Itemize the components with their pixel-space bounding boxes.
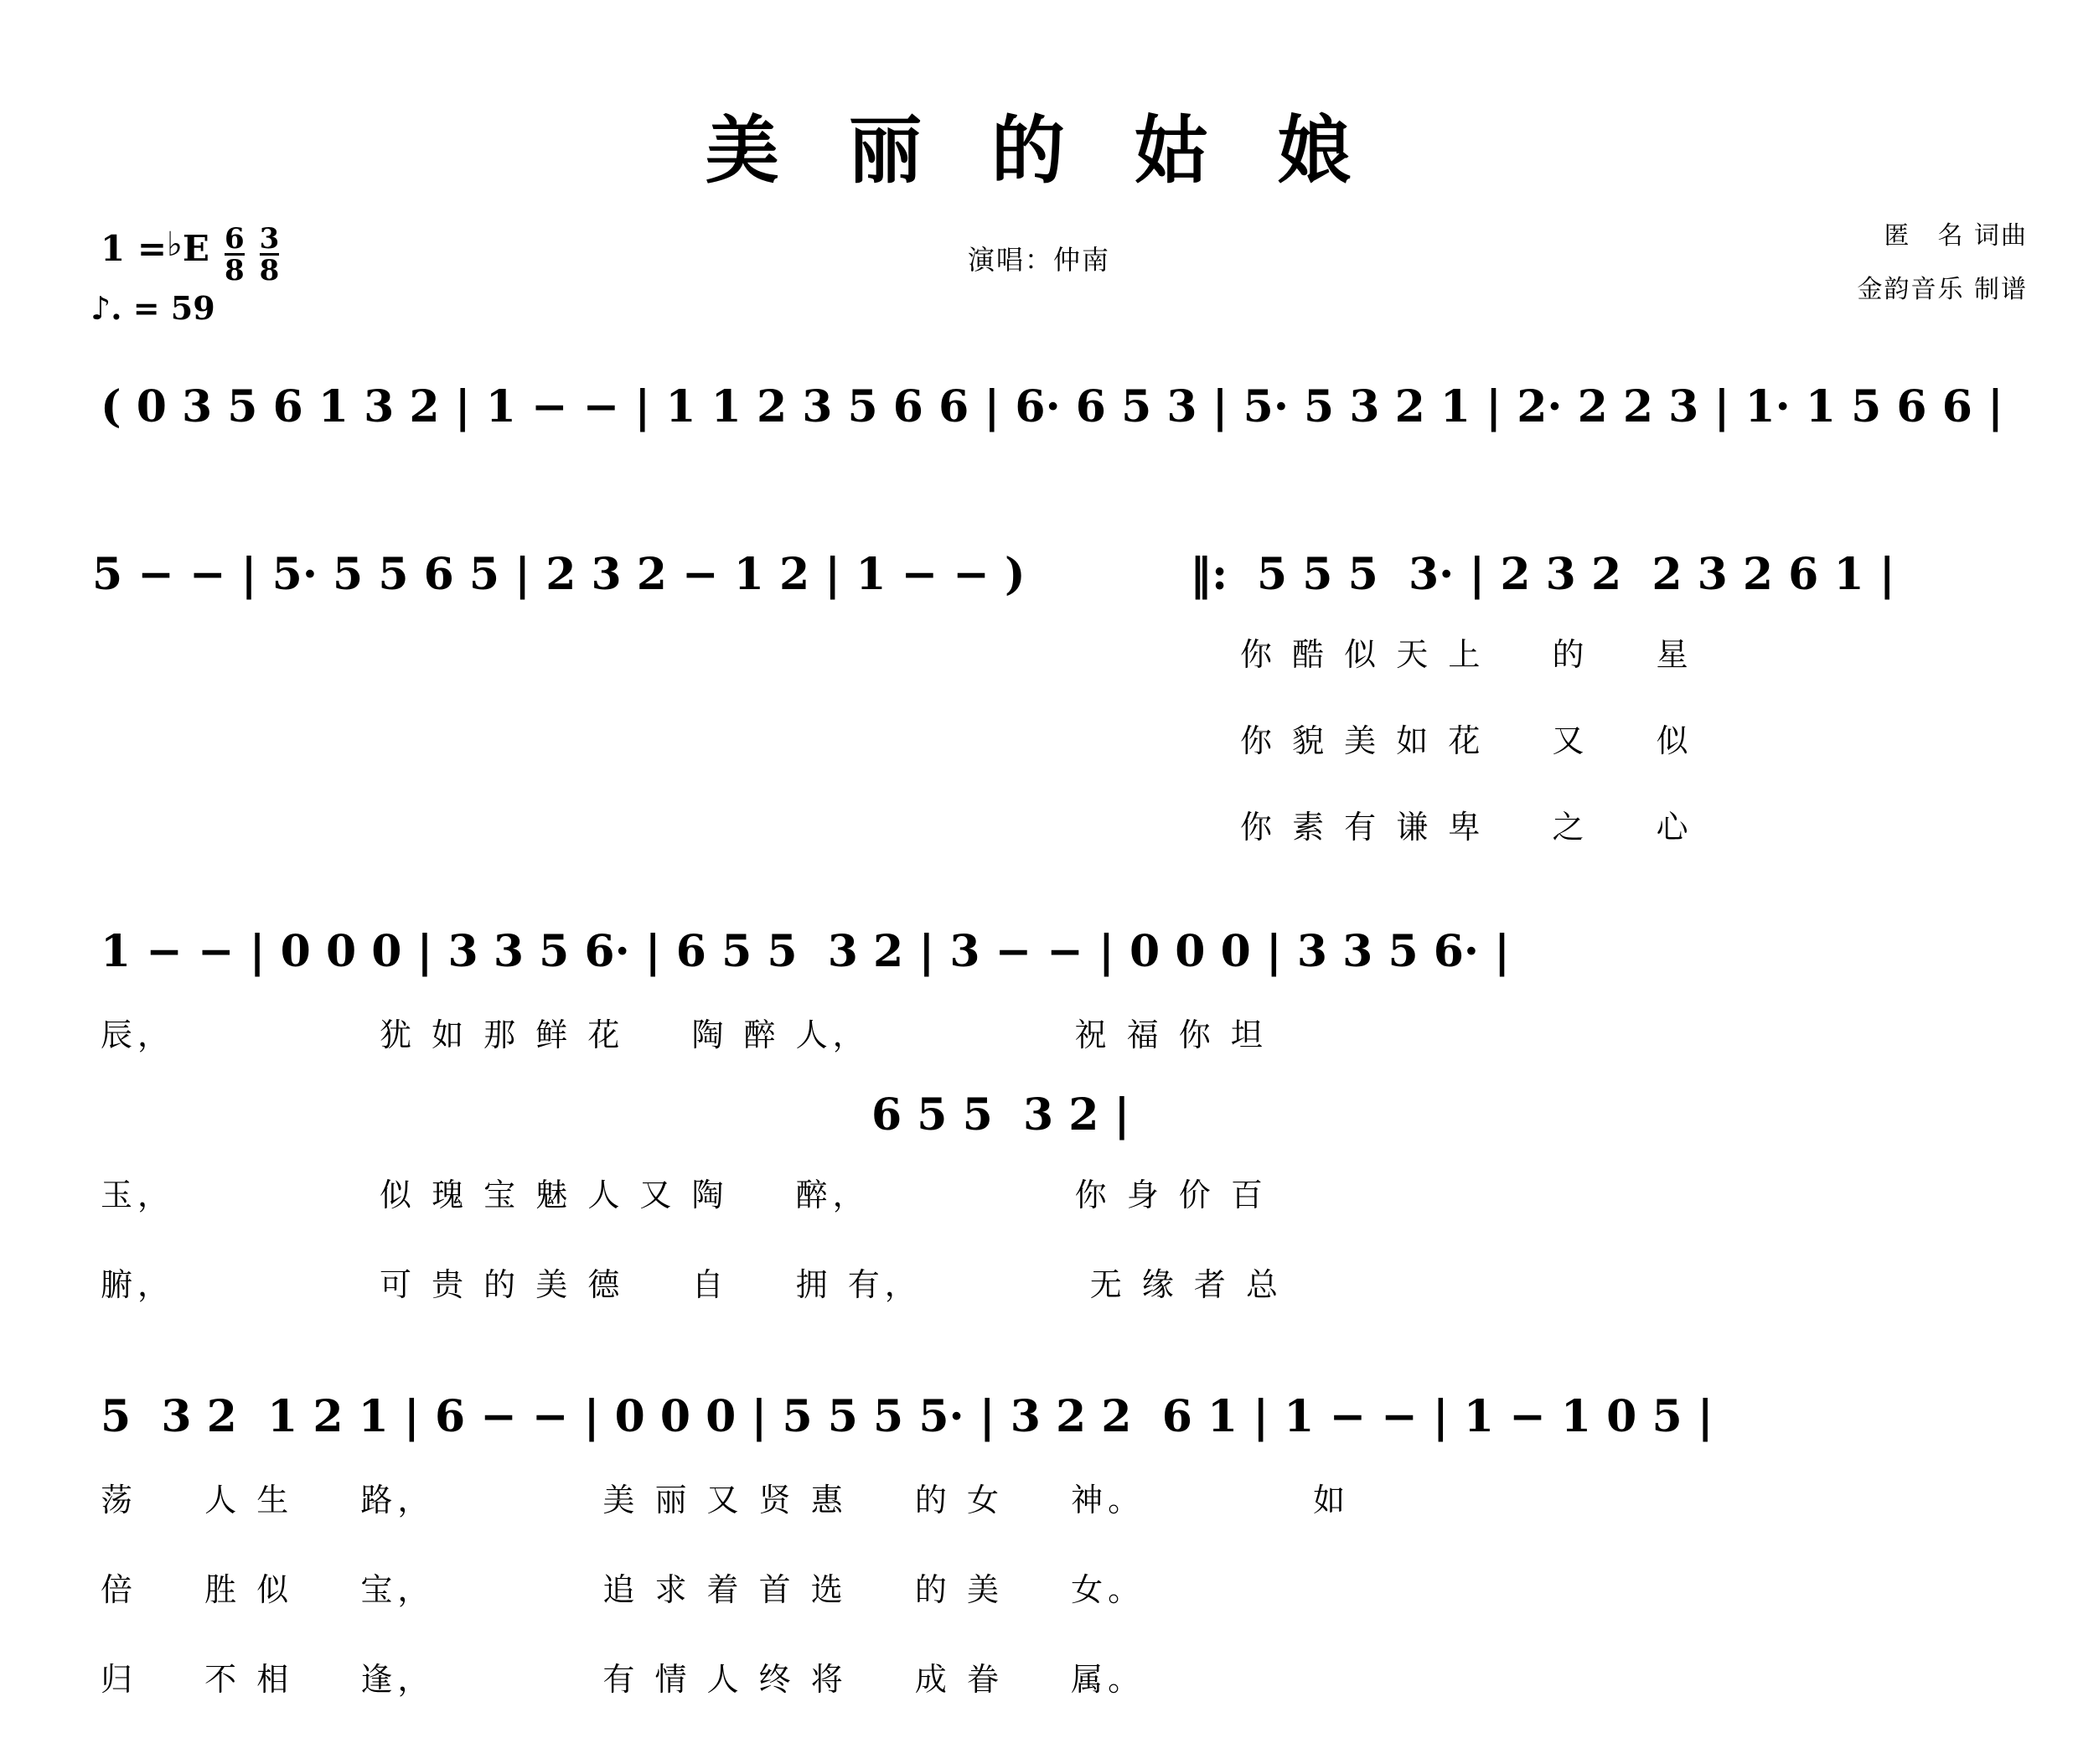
music-system-3-alt — [871, 1089, 2078, 1141]
system-3-alt-notes: 6 5 5 3 2 | — [871, 1089, 1130, 1141]
time-signature-secondary — [259, 222, 280, 287]
system-2-notes-verse: 5 5 5 3· | 2 3 2 2 3 2 6 1 | — [1257, 549, 1895, 600]
credits — [1857, 210, 2028, 317]
key-prefix: 1 = — [101, 228, 168, 269]
system-2-notes-intro: 5 − − | 5· 5 5 6 5 | 2 3 2 − 1 2 | 1 − − ) — [92, 549, 1026, 600]
time-signature-primary — [224, 222, 245, 287]
meter-denominator: 8 — [224, 254, 245, 287]
credit-arranger: 金韵音乐 制谱 — [1857, 275, 2028, 304]
meter-numerator: 6 — [224, 222, 245, 256]
system-1-notes: ( 0 3 5 6 1 3 2 | 1 − − | 1 1 2 3 5 6 6 | 6· 6 5 3 | 5· 5 3 2 1 | 2· 2 2 3 | 1· 1 5 6 6 | — [101, 381, 2003, 432]
system-4-lyric-line-3: 归 不 相 逢， 有 情 人 终 将 成 眷 属。 — [101, 1661, 1145, 1698]
system-3-lyrics-extra — [101, 1169, 2078, 1305]
system-2-lyrics — [1240, 629, 2078, 847]
system-4-lyric-line-2: 倍 胜 似 宝， 追 求 着 首 选 的 美 女。 — [101, 1571, 1145, 1608]
meter2-denominator: 8 — [259, 254, 280, 287]
music-system-3 — [101, 926, 2078, 1055]
flat-icon: ♭ — [167, 225, 183, 264]
system-3-lyric-line-1: 辰， 犹 如 那 鲜 花 陶 醉 人， 祝 福 你 坦 — [101, 1016, 1268, 1053]
music-system-4 — [101, 1391, 2078, 1699]
music-system-2-verse — [1257, 549, 2078, 600]
key-signature — [101, 222, 280, 288]
repeat-sign: ‖: — [1190, 549, 1228, 600]
lyric-line-3: 你 素 有 谦 卑 之 心 — [1240, 809, 1693, 846]
meter2-numerator: 3 — [259, 222, 280, 256]
system-3-notes: 1 − − | 0 0 0 | 3 3 5 6· | 6 5 5 3 2 | 3 − − | 0 0 0 | 3 3 5 6· | — [101, 926, 1511, 977]
tempo-marking: ♪. = 59 — [90, 289, 215, 327]
system-4-lyric-line-1: 荡 人 生 路， 美 丽 又 贤 惠 的 女 神。 如 — [101, 1482, 1351, 1518]
singer-label: 演唱：仲南 — [967, 244, 1110, 276]
lyric-line-2: 你 貌 美 如 花 又 似 — [1240, 722, 1693, 759]
key-letter: E — [182, 228, 209, 269]
lyric-line-1: 你 酷 似 天 上 的 星 — [1240, 636, 1693, 673]
system-4-notes: 5 3 2 1 2 1 | 6 − − | 0 0 0 | 5 5 5 5· | 3 2 2 6 1 | 1 − − | 1 − 1 0 5 | — [101, 1391, 1714, 1442]
credit-lyricist-composer: 匿 名 词曲 — [1884, 221, 2028, 251]
system-3-lyric-line-3: 腑， 可 贵 的 美 德 自 拥 有， 无 缘 者 总 — [101, 1266, 1283, 1303]
music-system-1 — [101, 381, 2078, 432]
page-title: 美 丽 的 姑 娘 — [705, 106, 1373, 194]
system-3-lyric-line-2: 玉， 似 瑰 宝 魅 人 又 陶 醉， 你 身 价 百 — [101, 1177, 1268, 1213]
